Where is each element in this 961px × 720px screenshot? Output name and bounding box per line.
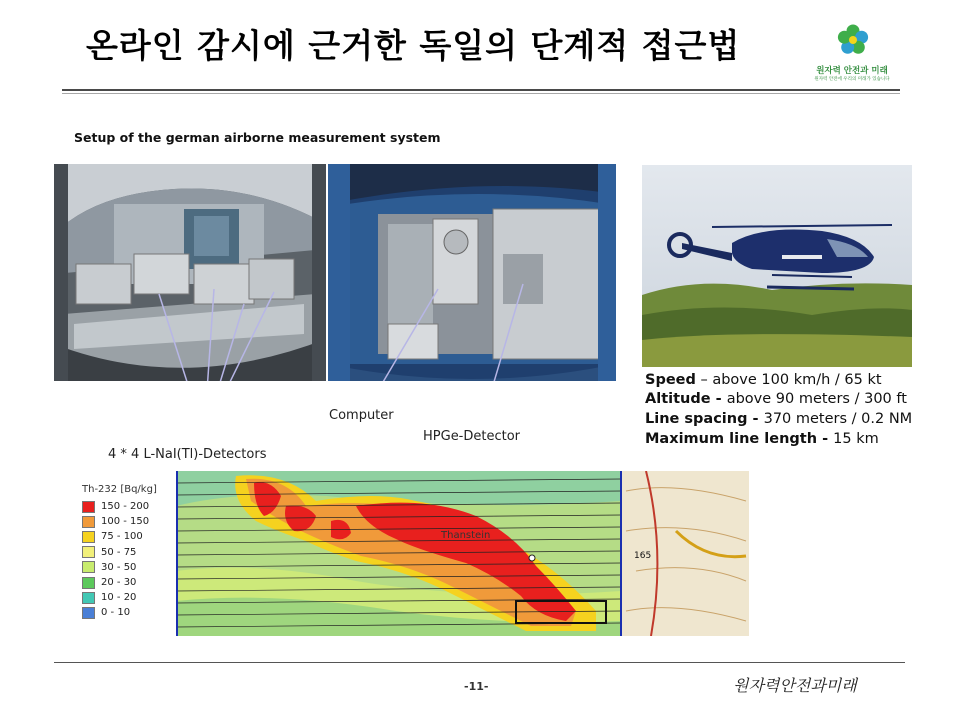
legend-title: Th-232 [Bq/kg] (82, 484, 157, 495)
legend-swatch (82, 577, 95, 589)
page-number: -11- (464, 680, 489, 693)
spec-max-line-length: Maximum line length - 15 km (645, 431, 879, 447)
legend-range: 50 - 75 (101, 546, 137, 558)
legend-item (82, 575, 157, 590)
nai-detectors-label: 4 * 4 L-NaI(Tl)-Detectors (108, 447, 267, 462)
legend-item (82, 499, 157, 514)
map-road-label: 165 (634, 551, 652, 561)
computer-label: Computer (329, 408, 394, 423)
cabin-detectors-photo (54, 164, 326, 381)
spec-speed: Speed – above 100 km/h / 65 kt (645, 372, 882, 388)
legend-swatch (82, 531, 95, 543)
footer-rule (54, 662, 905, 663)
legend-item (82, 590, 157, 605)
legend-range: 150 - 200 (101, 501, 150, 513)
legend-range: 0 - 10 (101, 607, 131, 619)
spec-altitude: Altitude - above 90 meters / 300 ft (645, 391, 907, 407)
legend-range: 75 - 100 (101, 531, 143, 543)
legend-range: 100 - 150 (101, 516, 150, 528)
legend-swatch (82, 546, 95, 558)
page-title: 온라인 감시에 근거한 독일의 단계적 접근법 (86, 26, 741, 65)
th232-survey-map (176, 471, 749, 636)
spec-line-spacing: Line spacing - 370 meters / 0.2 NM (645, 411, 913, 427)
legend-swatch (82, 607, 95, 619)
header-rule-thin (62, 93, 900, 94)
setup-caption: Setup of the german airborne measurement system (74, 130, 441, 145)
footer-logo-text: 원자력안전과미래 (733, 676, 857, 695)
cabin-computer-photo (328, 164, 616, 381)
hpge-detector-label: HPGe-Detector (423, 429, 521, 444)
legend-swatch (82, 592, 95, 604)
legend-range: 30 - 50 (101, 561, 137, 573)
legend-item (82, 560, 157, 575)
legend-item (82, 529, 157, 544)
legend-swatch (82, 516, 95, 528)
legend-range: 10 - 20 (101, 592, 137, 604)
legend-item (82, 545, 157, 560)
legend-range: 20 - 30 (101, 577, 137, 589)
logo-subtext: 원자력 안전에 우리의 미래가 있습니다 (814, 77, 890, 82)
legend-swatch (82, 561, 95, 573)
logo-text: 원자력 안전과 미래 (816, 66, 888, 76)
helicopter-photo (642, 165, 912, 367)
th232-legend (82, 484, 157, 621)
legend-item (82, 605, 157, 620)
map-town-label: Thanstein (441, 530, 491, 541)
legend-swatch (82, 501, 95, 513)
legend-item (82, 514, 157, 529)
header-rule (62, 89, 900, 91)
